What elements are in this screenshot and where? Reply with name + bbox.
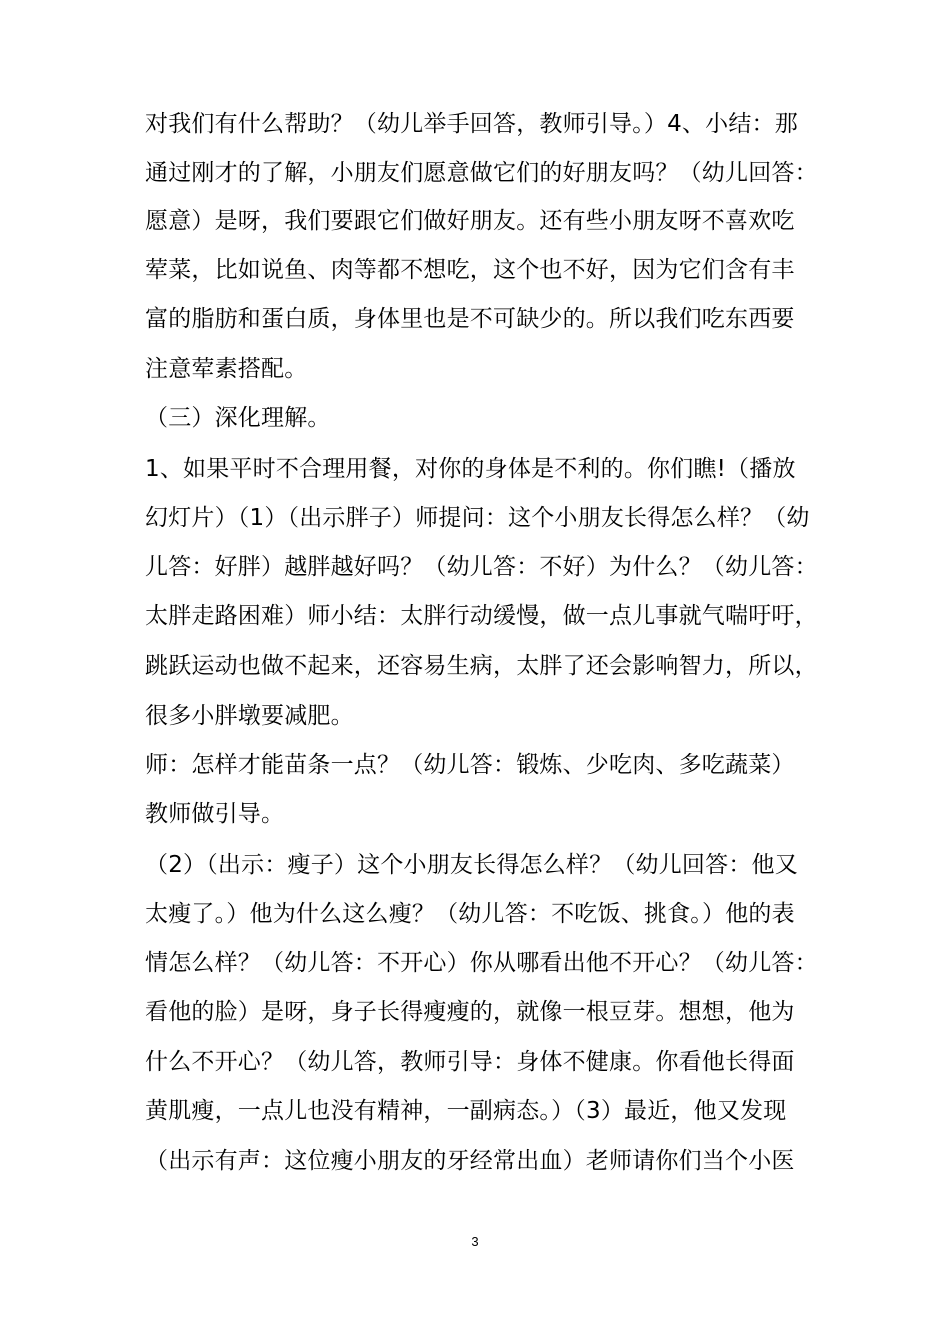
text-line: 幻灯片）（1）（出示胖子）师提问：这个小朋友长得怎么样？（幼 (145, 505, 810, 531)
text-line: 黄肌瘦，一点儿也没有精神，一副病态。）（3）最近，他又发现 (145, 1098, 787, 1124)
text-line: （2）（出示：瘦子）这个小朋友长得怎么样？（幼儿回答：他又 (145, 852, 798, 878)
text-line: 愿意）是呀，我们要跟它们做好朋友。还有些小朋友呀不喜欢吃 (145, 208, 795, 234)
section-heading: （三）深化理解。 (145, 405, 331, 431)
page-number: 3 (471, 1234, 479, 1249)
text-line: 富的脂肪和蛋白质，身体里也是不可缺少的。所以我们吃东西要 (145, 306, 795, 332)
text-line: 对我们有什么帮助？（幼儿举手回答，教师引导。）4、小结：那 (145, 111, 798, 137)
text-line: 通过刚才的了解，小朋友们愿意做它们的好朋友吗？（幼儿回答： (145, 160, 818, 186)
text-line: 太瘦了。）他为什么这么瘦？（幼儿答：不吃饭、挑食。）他的表 (145, 901, 795, 927)
text-line: 情怎么样？（幼儿答：不开心）你从哪看出他不开心？（幼儿答： (145, 950, 818, 976)
text-line: 儿答：好胖）越胖越好吗？（幼儿答：不好）为什么？（幼儿答： (145, 554, 818, 580)
text-line: 太胖走路困难）师小结：太胖行动缓慢，做一点儿事就气喘吁吁， (145, 603, 818, 629)
text-line: 注意荤素搭配。 (145, 356, 308, 382)
text-line: 什么不开心？（幼儿答，教师引导：身体不健康。你看他长得面 (145, 1049, 795, 1075)
text-line: 很多小胖墩要减肥。 (145, 703, 354, 729)
text-line: 教师做引导。 (145, 801, 285, 827)
text-line: 看他的脸）是呀，身子长得瘦瘦的，就像一根豆芽。想想，他为 (145, 999, 795, 1025)
text-line: （出示有声：这位瘦小朋友的牙经常出血）老师请你们当个小医 (145, 1148, 795, 1174)
text-line: 跳跃运动也做不起来，还容易生病，太胖了还会影响智力，所以， (145, 653, 818, 679)
text-line: 1、如果平时不合理用餐，对你的身体是不利的。你们瞧!（播放 (145, 456, 796, 482)
text-line: 师：怎样才能苗条一点？（幼儿答：锻炼、少吃肉、多吃蔬菜） (145, 752, 795, 778)
text-line: 荤菜，比如说鱼、肉等都不想吃，这个也不好，因为它们含有丰 (145, 257, 795, 283)
